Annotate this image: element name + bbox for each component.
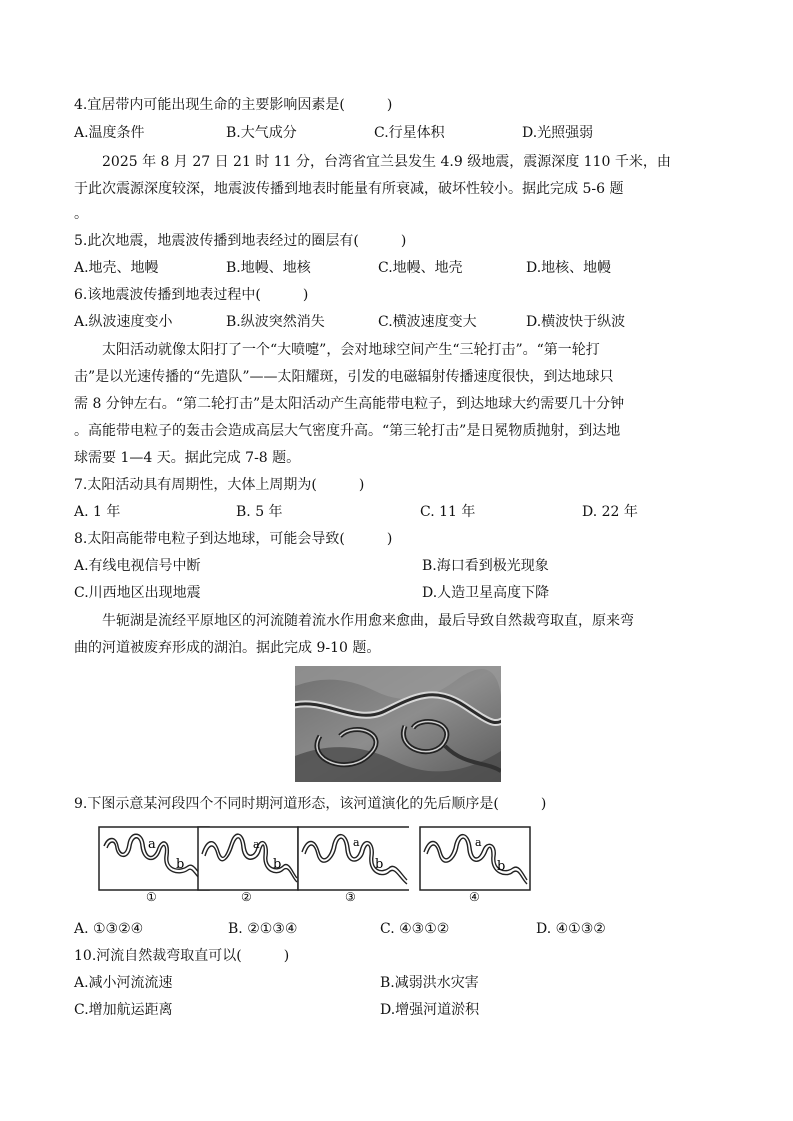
oxbow-lake-photo <box>295 666 501 782</box>
point-label-b: b <box>273 857 282 872</box>
passage1-line-1: 2025 年 8 月 27 日 21 时 11 分，台湾省宜兰县发生 4.9 级地震，震源深度 110 千米，由 <box>102 154 671 170</box>
q7-option-c: C. 11 年 <box>420 504 476 520</box>
q6-option-b: B.纵波突然消失 <box>226 314 325 330</box>
q5-option-a: A.地壳、地幔 <box>74 260 159 276</box>
point-label-b: b <box>176 857 185 872</box>
q7-option-d: D. 22 年 <box>582 504 638 520</box>
river-diagram-2 <box>197 826 309 902</box>
q6-option-a: A.纵波速度变小 <box>74 314 173 330</box>
q4-option-a: A.温度条件 <box>74 125 145 141</box>
passage2-line-2: 击”是以光速传播的“先遣队”——太阳耀斑，引发的电磁辐射传播速度很快，到达地球只 <box>74 369 614 385</box>
point-label-b: b <box>375 857 384 872</box>
q5-option-c: C.地幔、地壳 <box>378 260 463 276</box>
passage2-line-5: 球需要 1—4 天。据此完成 7-8 题。 <box>74 450 301 466</box>
q8-option-d: D.人造卫星高度下降 <box>422 585 550 601</box>
q7-option-b: B. 5 年 <box>236 504 283 520</box>
q8-stem: 8.太阳高能带电粒子到达地球，可能会导致( ) <box>74 531 393 547</box>
point-label-b: b <box>497 859 506 874</box>
q5-option-b: B.地幔、地核 <box>226 260 311 276</box>
q9-option-c: C. ④③①② <box>380 921 450 937</box>
q4-option-c: C.行星体积 <box>374 125 445 141</box>
q8-option-c: C.川西地区出现地震 <box>74 585 201 601</box>
q6-stem: 6.该地震波传播到地表过程中( ) <box>74 287 309 303</box>
river-diagram-1 <box>98 826 210 902</box>
q5-option-d: D.地核、地幔 <box>526 260 612 276</box>
q9-option-d: D. ④①③② <box>536 921 606 937</box>
passage3-line-2: 曲的河道被废弃形成的湖泊。据此完成 9-10 题。 <box>74 640 381 656</box>
passage2-line-4: 。高能带电粒子的轰击会造成高层大气密度升高。“第三轮打击”是日冕物质抛射，到达地 <box>74 423 621 439</box>
q4-stem: 4.宜居带内可能出现生命的主要影响因素是( ) <box>74 97 393 113</box>
point-label-a: a <box>148 837 156 852</box>
passage2-line-3: 需 8 分钟左右。“第二轮打击”是太阳活动产生高能带电粒子，到达地球大约需要几十分钟 <box>74 396 625 412</box>
q10-stem: 10.河流自然裁弯取直可以( ) <box>74 948 290 964</box>
q9-option-b: B. ②①③④ <box>228 921 298 937</box>
river-diagram-4 <box>419 826 531 902</box>
q4-option-b: B.大气成分 <box>226 125 297 141</box>
passage3-line-1: 牛轭湖是流经平原地区的河流随着流水作用愈来愈曲，最后导致自然裁弯取直，原来弯 <box>102 613 634 629</box>
q7-stem: 7.太阳活动具有周期性，大体上周期为( ) <box>74 477 365 493</box>
q5-stem: 5.此次地震，地震波传播到地表经过的圈层有( ) <box>74 233 407 249</box>
point-label-a: a <box>475 836 482 849</box>
q8-option-b: B.海口看到极光现象 <box>422 558 549 574</box>
point-label-a: a <box>253 838 260 851</box>
q10-option-d: D.增强河道淤积 <box>380 1002 480 1018</box>
q7-option-a: A. 1 年 <box>74 504 121 520</box>
q10-option-c: C.增加航运距离 <box>74 1002 173 1018</box>
passage2-line-1: 太阳活动就像太阳打了一个“大喷嚏”，会对地球空间产生“三轮打击”。“第一轮打 <box>102 342 600 358</box>
point-label-a: a <box>353 836 360 849</box>
q6-option-c: C.横波速度变大 <box>378 314 477 330</box>
q9-option-a: A. ①③②④ <box>74 921 144 937</box>
diagram-label-2: ② <box>241 890 252 902</box>
q8-option-a: A.有线电视信号中断 <box>74 558 201 574</box>
passage1-line-3: 。 <box>74 206 88 222</box>
diagram-label-3: ③ <box>345 890 356 902</box>
q6-option-d: D.横波快于纵波 <box>526 314 626 330</box>
river-diagram-3 <box>297 826 409 902</box>
passage1-line-2: 于此次震源深度较深，地震波传播到地表时能量有所衰减，破坏性较小。据此完成 5-6 题 <box>74 181 624 197</box>
q9-stem: 9.下图示意某河段四个不同时期河道形态，该河道演化的先后顺序是( ) <box>74 796 547 812</box>
q10-option-a: A.减小河流流速 <box>74 975 173 991</box>
q4-option-d: D.光照强弱 <box>522 125 594 141</box>
q10-option-b: B.减弱洪水灾害 <box>380 975 479 991</box>
diagram-label-1: ① <box>146 890 157 902</box>
diagram-label-4: ④ <box>469 890 480 902</box>
